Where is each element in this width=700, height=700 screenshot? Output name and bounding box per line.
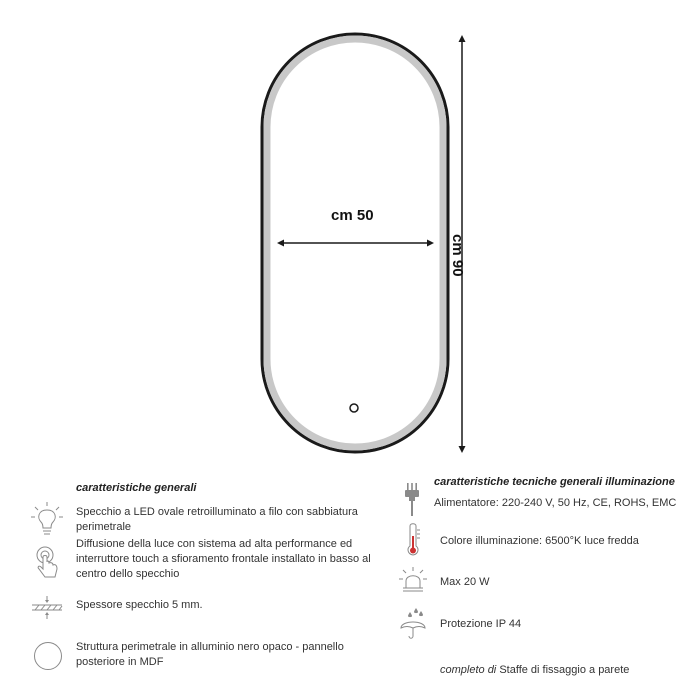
general-section-title: caratteristiche generali <box>76 482 197 494</box>
lighting-section-title: caratteristiche tecniche generali illuminazione <box>434 476 675 488</box>
lighting-item-text: Protezione IP 44 <box>440 618 522 630</box>
lamp-power-icon <box>398 566 428 596</box>
lighting-item-text: Colore illuminazione: 6500°K luce fredda <box>440 535 639 547</box>
thermometer-icon <box>403 522 423 558</box>
height-arrow-top <box>459 35 466 42</box>
touch-switch <box>350 404 358 412</box>
width-arrow-left <box>277 240 284 247</box>
height-label: cm 90 <box>449 234 466 277</box>
lighting-item-text: Alimentatore: 220-240 V, 50 Hz, CE, ROHS, EMC <box>434 497 677 509</box>
lighting-item-text: Max 20 W <box>440 576 490 588</box>
included-text: Staffe di fissaggio a parete <box>499 664 630 676</box>
thickness-icon <box>30 596 64 620</box>
touch-hand-icon <box>32 545 62 583</box>
width-label: cm 50 <box>331 207 374 224</box>
included-accessories <box>440 663 629 678</box>
width-arrow-right <box>427 240 434 247</box>
ip-protection-icon <box>398 606 428 640</box>
height-arrow-bottom <box>459 446 466 453</box>
general-item-text: Struttura perimetrale in alluminio nero opaco - pannello posteriore in MDF <box>76 641 344 668</box>
included-prefix: completo di <box>440 664 497 676</box>
general-item-text: Spessore specchio 5 mm. <box>76 599 203 611</box>
power-plug-icon <box>402 482 422 516</box>
general-item-text: Diffusione della luce con sistema ad alta performance ed interruttore touch a sfioramento frontale installato in basso al centro dello specchio <box>76 538 371 580</box>
circle-frame-icon <box>33 641 63 671</box>
general-item-text: Specchio a LED ovale retroilluminato a filo con sabbiatura perimetrale <box>76 506 358 533</box>
lightbulb-icon <box>30 500 64 538</box>
